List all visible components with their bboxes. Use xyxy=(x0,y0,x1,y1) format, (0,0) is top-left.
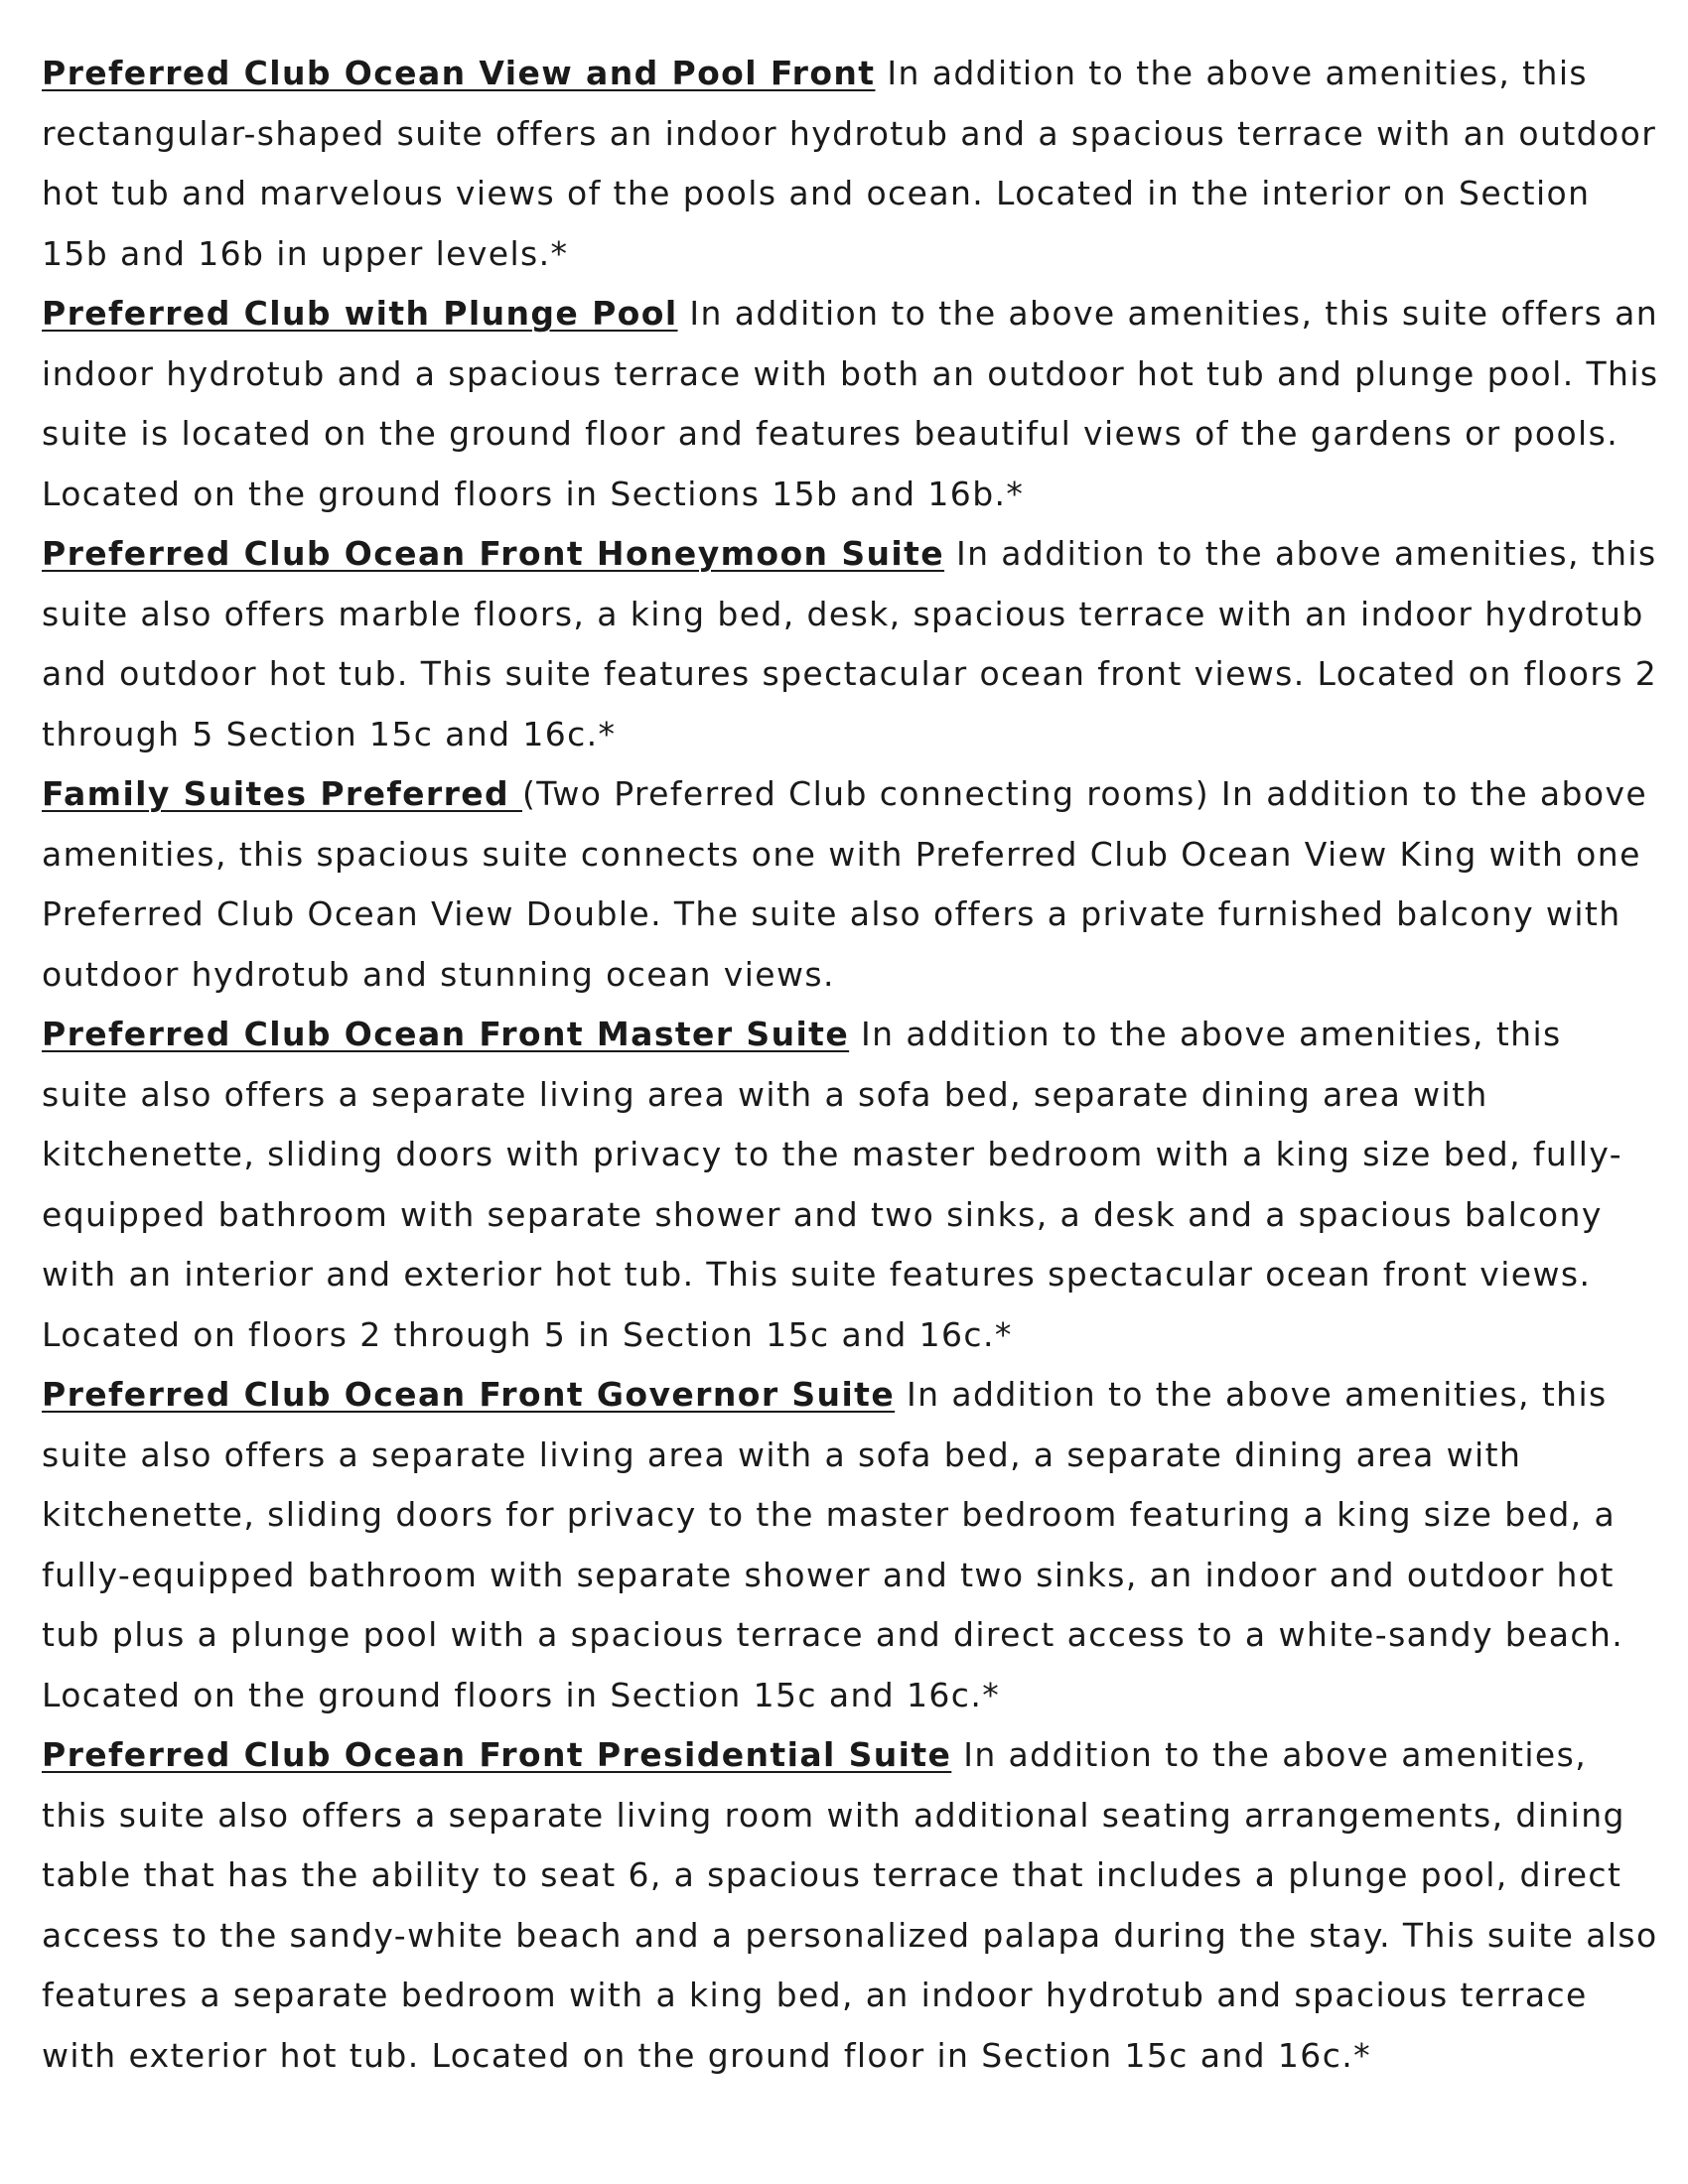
suite-description: In addition to the above amenities, this suite offers an indoor hydrotub and a spacious terrace with both an outdoor hot tub and plunge pool. This suite is located on the ground floor and features beautiful views of the gardens or pools. Located on the ground floors in Sections 15b and 16b.* xyxy=(42,294,1659,513)
suite-description: In addition to the above amenities, this suite also offers a separate living area with a sofa bed, a separate dining area with kitchenette, sliding doors for privacy to the master bedroom featuring a king size bed, a fully-equipped bathroom with separate shower and two sinks, an indoor and outdoor hot tub plus a plunge pool with a spacious terrace and direct access to a white-sandy beach. Located on the ground floors in Section 15c and 16c.* xyxy=(42,1375,1624,1714)
suite-entry-family-suites xyxy=(42,764,1660,1005)
suite-entry-honeymoon-suite xyxy=(42,524,1660,764)
suite-entry-governor-suite xyxy=(42,1365,1660,1725)
suite-name: Preferred Club with Plunge Pool xyxy=(42,294,678,333)
suite-description: (Two Preferred Club connecting rooms) In addition to the above amenities, this spacious suite connects one with Preferred Club Ocean View King with one Preferred Club Ocean View Double. The suite also offers a private furnished balcony with outdoor hydrotub and stunning ocean views. xyxy=(42,774,1648,994)
suite-description: In addition to the above amenities, this suite also offers a separate living room with additional seating arrangements, dining table that has the ability to seat 6, a spacious terrace that includes a plunge pool, direct access to the sandy-white beach and a personalized palapa during the stay. This suite also features a separate bedroom with a king bed, an indoor hydrotub and spacious terrace with exterior hot tub. Located on the ground floor in Section 15c and 16c.* xyxy=(42,1735,1658,2075)
suite-name: Preferred Club Ocean Front Honeymoon Suite xyxy=(42,534,945,573)
suite-name: Preferred Club Ocean Front Master Suite xyxy=(42,1015,850,1053)
suite-entry-plunge-pool xyxy=(42,284,1660,524)
suite-name: Preferred Club Ocean View and Pool Front xyxy=(42,54,876,92)
suite-description: In addition to the above amenities, this suite also offers a separate living area with a sofa bed, separate dining area with kitchenette, sliding doors with privacy to the master bedroom with a king size bed, fully-equipped bathroom with separate shower and two sinks, a desk and a spacious balcony with an interior and exterior hot tub. This suite features spectacular ocean front views. Located on floors 2 through 5 in Section 15c and 16c.* xyxy=(42,1015,1623,1354)
suite-description: In addition to the above amenities, this rectangular-shaped suite offers an indoor hydrotub and a spacious terrace with an outdoor hot tub and marvelous views of the pools and ocean. Located in the interior on Section 15b and 16b in upper levels.* xyxy=(42,54,1657,273)
suite-entry-presidential-suite xyxy=(42,1725,1660,2086)
suite-entry-master-suite xyxy=(42,1005,1660,1365)
suite-name: Preferred Club Ocean Front Governor Suite xyxy=(42,1375,896,1414)
suite-name: Family Suites Preferred xyxy=(42,774,522,813)
suite-descriptions xyxy=(42,44,1660,2086)
suite-name: Preferred Club Ocean Front Presidential Suite xyxy=(42,1735,952,1774)
suite-description: In addition to the above amenities, this suite also offers marble floors, a king bed, desk, spacious terrace with an indoor hydrotub and outdoor hot tub. This suite features spectacular ocean front views. Located on floors 2 through 5 Section 15c and 16c.* xyxy=(42,534,1658,753)
suite-entry-ocean-view-pool-front xyxy=(42,44,1660,284)
